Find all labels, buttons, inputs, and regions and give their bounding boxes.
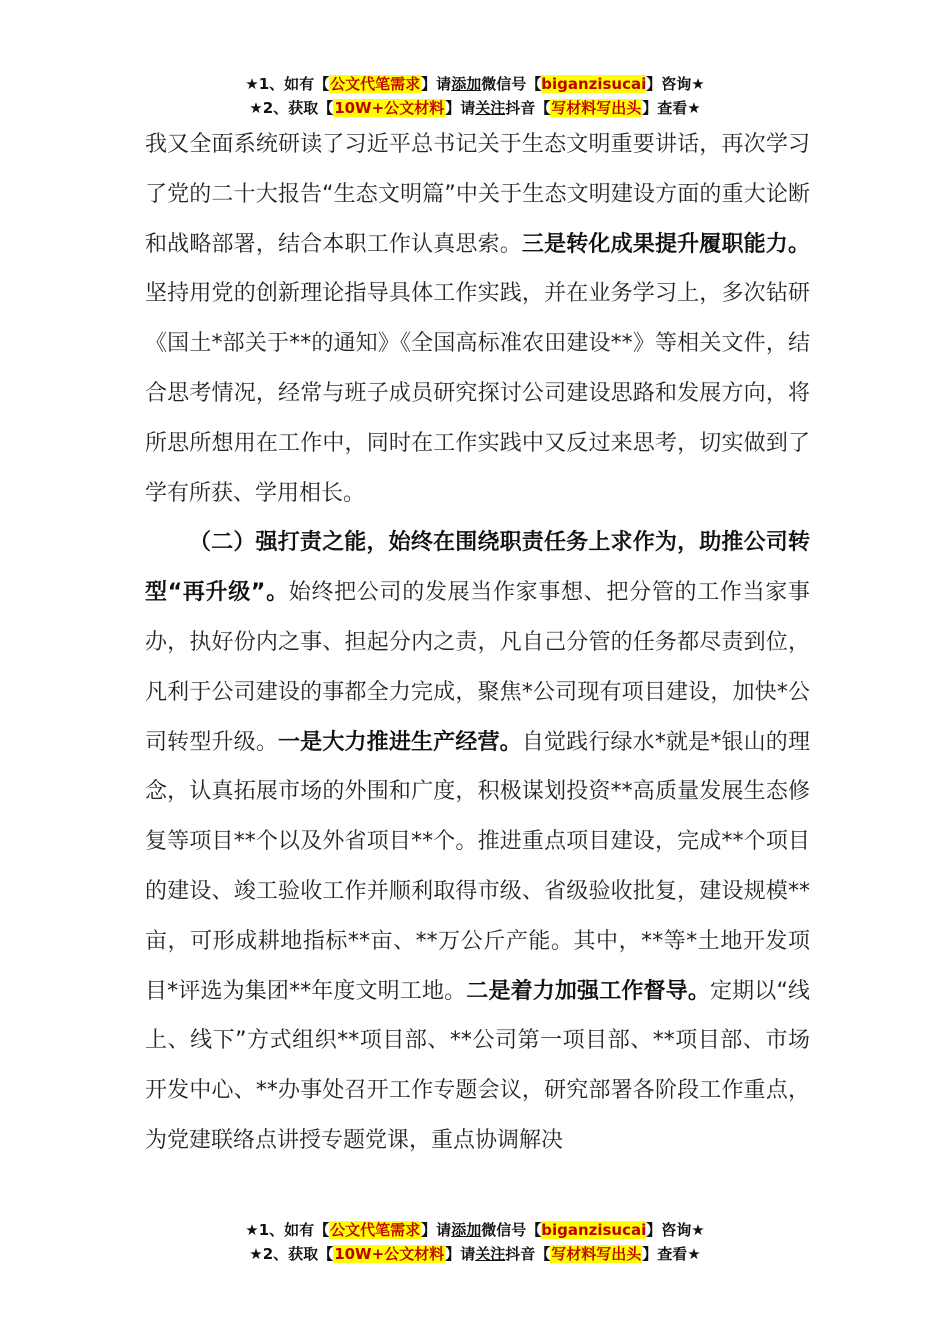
banner-line-1 bbox=[0, 1218, 950, 1242]
douyin-account: 写材料写出头 bbox=[551, 1245, 642, 1263]
wechat-id: biganzisucai bbox=[541, 1221, 647, 1239]
banner-text: 1、如有【 bbox=[258, 1221, 330, 1239]
body-text: 始终把公司的发展当作家事想、把分管的工作当家事办，执好份内之事、担起分内之责，凡自己分管的任务都尽责到位，凡利于公司建设的事都全力完成，聚焦*公司现有项目建设，加快*公司转型升级。 bbox=[145, 580, 810, 755]
douyin-account: 写材料写出头 bbox=[551, 99, 642, 117]
wechat-id: biganzisucai bbox=[541, 75, 647, 93]
banner-text: 】咨询★ bbox=[646, 1221, 705, 1239]
banner-text: 微信号【 bbox=[481, 75, 542, 93]
bold-heading: 一是大力推进生产经营。 bbox=[278, 729, 522, 755]
banner-text: 1、如有【 bbox=[258, 75, 330, 93]
body-text: 坚持用党的创新理论指导具体工作实践，并在业务学习上，多次钻研《国土*部关于**的通知》《全国高标准农田建设**》等相关文件，结合思考情况，经常与班子成员研究探讨公司建设思路和发展方向，将所思所想用在工作中，同时在工作实践中又反过来思考，切实做到了学有所获、学用相长。 bbox=[145, 281, 810, 506]
body-text: 定期以“线上、线下”方式组织**项目部、**公司第一项目部、**项目部、市场开发中心、**办事处召开工作专题会议，研究部署各阶段工作重点，为党建联络点讲授专题党课，重点协调解决 bbox=[145, 978, 810, 1153]
banner-text: 抖音【 bbox=[505, 1245, 551, 1263]
star-icon: ★ bbox=[249, 1245, 263, 1263]
body-text: 我又全面系统研读了习近平总书记关于生态文明重要讲话，再次学习了党的二十大报告“生态文明篇”中关于生态文明建设方面的重大论断和战略部署，结合本职工作认真思索。 bbox=[145, 132, 810, 257]
banner-text: 2、获取【 bbox=[262, 1245, 334, 1263]
bold-heading: 二是着力加强工作督导。 bbox=[466, 978, 710, 1004]
banner-line-2 bbox=[0, 96, 950, 120]
banner-highlight: 公文代笔需求 bbox=[330, 1221, 421, 1239]
banner-text: 】咨询★ bbox=[646, 75, 705, 93]
body-text: 自觉践行绿水*就是*银山的理念，认真拓展市场的外围和广度，积极谋划投资**高质量发展生态修复等项目**个以及外省项目**个。推进重点项目建设，完成**个项目的建设、竣工验收工作并顺利取得市级、省级验收批复，建设规模**亩，可形成耕地指标**亩、**万公斤产能。其中，**等*土地开发项目*评选为集团**年度文明工地。 bbox=[145, 729, 810, 1004]
banner-highlight: 公文代笔需求 bbox=[330, 75, 421, 93]
banner-text: 抖音【 bbox=[505, 99, 551, 117]
banner-line-1 bbox=[0, 72, 950, 96]
banner-text: 】请 bbox=[445, 99, 476, 117]
bold-heading: 三是转化成果提升履职能力。 bbox=[521, 231, 810, 257]
document-body bbox=[145, 120, 810, 1166]
banner-text: 】请 bbox=[421, 75, 452, 93]
banner-text: 】请 bbox=[421, 1221, 452, 1239]
banner-underline: 关注 bbox=[475, 99, 506, 117]
banner-text: 】请 bbox=[445, 1245, 476, 1263]
header-banner bbox=[0, 72, 950, 120]
banner-underline: 添加 bbox=[451, 75, 482, 93]
footer-banner bbox=[0, 1218, 950, 1266]
banner-text: 微信号【 bbox=[481, 1221, 542, 1239]
banner-underline: 关注 bbox=[475, 1245, 506, 1263]
star-icon: ★ bbox=[249, 99, 263, 117]
star-icon: ★ bbox=[245, 1221, 259, 1239]
section-heading: （二）强打责之能，始终在围绕职责任务上求作为，助推公司转型“再升级”。 bbox=[145, 530, 810, 606]
banner-text: 】查看★ bbox=[642, 1245, 701, 1263]
paragraph-1 bbox=[145, 120, 810, 518]
banner-highlight: 10W+公文材料 bbox=[334, 1245, 445, 1263]
paragraph-2 bbox=[145, 518, 810, 1165]
banner-highlight: 10W+公文材料 bbox=[334, 99, 445, 117]
banner-underline: 添加 bbox=[451, 1221, 482, 1239]
star-icon: ★ bbox=[245, 75, 259, 93]
banner-text: 2、获取【 bbox=[262, 99, 334, 117]
banner-line-2 bbox=[0, 1242, 950, 1266]
banner-text: 】查看★ bbox=[642, 99, 701, 117]
